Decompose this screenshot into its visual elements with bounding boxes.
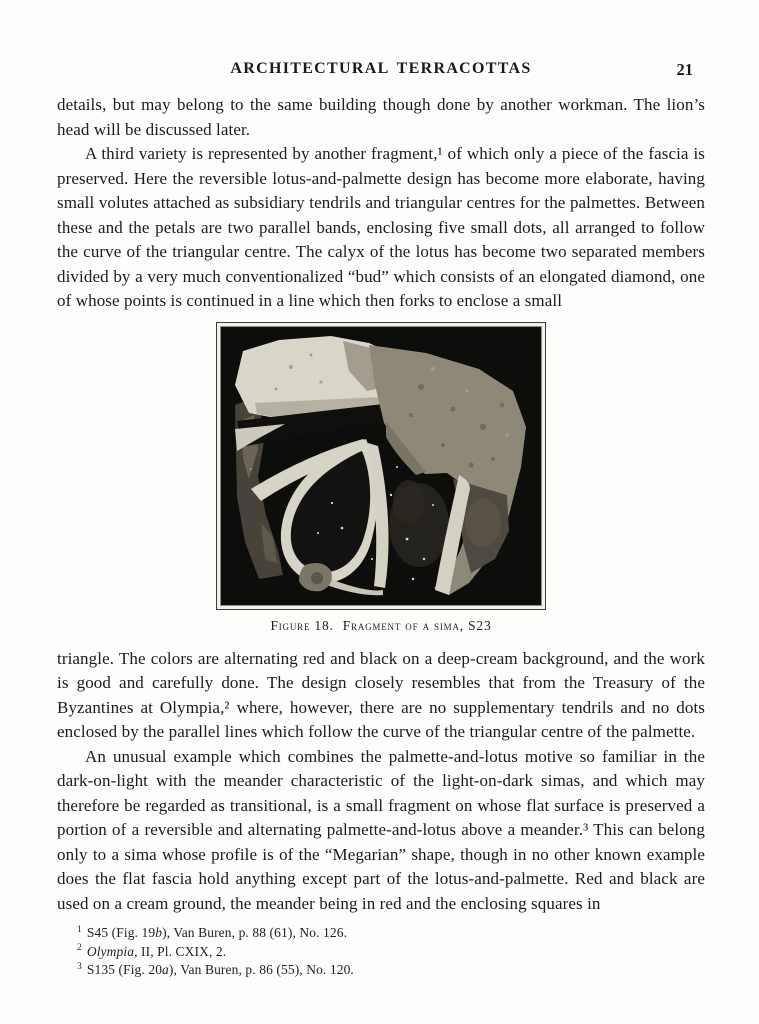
- figure-caption-label: Figure 18.: [270, 617, 334, 633]
- page-number: 21: [676, 60, 693, 79]
- running-title: ARCHITECTURAL TERRACOTTAS: [230, 60, 532, 77]
- figure-18: [216, 322, 546, 634]
- footnote-3-text-post: ), Van Buren, p. 86 (55), No. 120.: [168, 962, 354, 977]
- sima-fragment-photo: [221, 327, 541, 605]
- footnotes: [57, 924, 705, 980]
- footnote-2-text-post: , II, Pl. CXIX, 2.: [134, 943, 227, 959]
- paragraph-3: triangle. The colors are alternating red and black on a deep-cream background, and the work is good and carefully done. The design closely resembles that from the Treasury of the Byzantines at Olympia,² where, however, there are no supplementary tendrils and no dots enclosed by the parallel lines which follow the curve of the triangular centre of the palmette.: [57, 648, 705, 741]
- photo-inner-frame: [220, 326, 542, 606]
- text-block: [57, 60, 705, 980]
- page-header: [57, 60, 705, 82]
- footnote-1: [77, 924, 705, 943]
- footnote-3: [77, 961, 705, 980]
- figure-caption: [216, 618, 546, 634]
- paragraph-4: An unusual example which combines the palmette-and-lotus motive so familiar in the dark-on-light with the meander characteristic of the light-on-dark simas, and which may therefore be regarded as transitional, is a small fragment on whose flat surface is preserved a portion of a reversible and alternating palmette-and-lotus above a meander.³ This can belong only to a sima whose profile is of the “Megarian” shape, though in no other known example does the flat fascia hold anything except part of the lotus-and-palmette. Red and black are used on a cream ground, the meander being in red and the enclosing squares in: [57, 746, 705, 913]
- footnote-3-text-pre: S135 (Fig. 20: [86, 962, 163, 977]
- footnote-2-number: 2: [77, 943, 82, 953]
- paragraph-2: A third variety is represented by another fragment,¹ of which only a piece of the fascia is preserved. Here the reversible lotus-and-palmette design has become more elaborate, having small volutes attached as subsidiary tendrils and triangular centres for the palmettes. Between these and the petals are two parallel bands, enclosing five small dots, all arranged to follow the curve of the triangular centre. The calyx of the lotus has become two separated members divided by a very much conventionalized “bud” which consists of an elongated diamond, one of whose points is continued in a line which then forks to enclose a small: [57, 144, 705, 310]
- paragraph-1: details, but may belong to the same building though done by another workman. The lion’s head will be discussed later.: [57, 95, 705, 139]
- footnote-1-text-post: ), Van Buren, p. 88 (61), No. 126.: [162, 925, 348, 940]
- footnote-3-text-italic: a: [162, 962, 169, 977]
- footnote-2-text-italic: Olympia: [86, 943, 135, 959]
- footnote-1-text-pre: S45 (Fig. 19: [86, 925, 156, 940]
- footnote-1-number: 1: [77, 924, 82, 935]
- footnote-2: [77, 943, 705, 962]
- footnote-1-text-italic: b: [155, 925, 163, 940]
- photo-frame: [216, 322, 546, 610]
- figure-caption-text: Fragment of a sima, S23: [342, 617, 492, 633]
- footnote-3-number: 3: [77, 961, 82, 972]
